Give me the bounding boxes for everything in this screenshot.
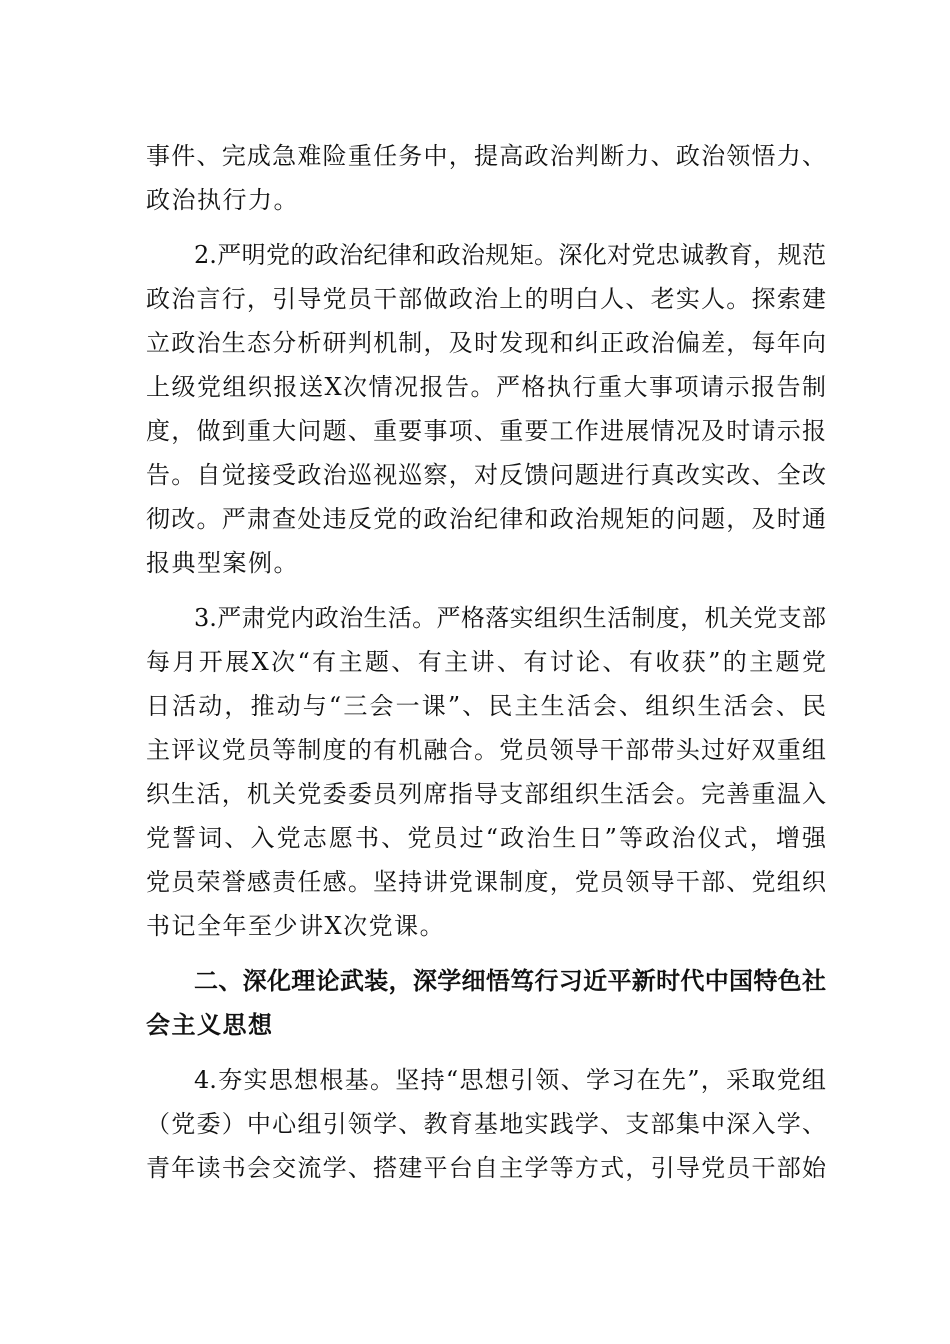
text-line: 每月开展X次“有主题、有主讲、有讨论、有收获”的主题党: [146, 648, 826, 676]
text-line: 彻改。严肃查处违反党的政治纪律和政治规矩的问题，及时通: [146, 505, 826, 533]
section-heading-continued: 会主义思想: [146, 1011, 274, 1039]
text-line: 主评议党员等制度的有机融合。党员领导干部带头过好双重组: [146, 736, 826, 764]
paragraph-4-start: 4.夯实思想根基。坚持“思想引领、学习在先”，采取党组: [194, 1066, 826, 1094]
text-line: （党委）中心组引领学、教育基地实践学、支部集中深入学、: [146, 1110, 826, 1138]
text-line: 上级党组织报送X次情况报告。严格执行重大事项请示报告制: [146, 373, 826, 401]
text-line: 政治执行力。: [146, 186, 299, 214]
text-line: 织生活，机关党委委员列席指导支部组织生活会。完善重温入: [146, 780, 826, 808]
section-heading: 二、深化理论武装，深学细悟笃行习近平新时代中国特色社: [194, 967, 826, 995]
text-line: 党誓词、入党志愿书、党员过“政治生日”等政治仪式，增强: [146, 824, 826, 852]
text-line: 日活动，推动与“三会一课”、民主生活会、组织生活会、民: [146, 692, 826, 720]
text-line: 党员荣誉感责任感。坚持讲党课制度，党员领导干部、党组织: [146, 868, 826, 896]
text-line: 政治言行，引导党员干部做政治上的明白人、老实人。探索建: [146, 285, 826, 313]
paragraph-3-start: 3.严肃党内政治生活。严格落实组织生活制度，机关党支部: [194, 604, 826, 632]
text-line: 立政治生态分析研判机制，及时发现和纠正政治偏差，每年向: [146, 329, 826, 357]
text-line: 青年读书会交流学、搭建平台自主学等方式，引导党员干部始: [146, 1154, 826, 1182]
text-line: 书记全年至少讲X次党课。: [146, 912, 446, 940]
text-line: 报典型案例。: [146, 549, 299, 577]
paragraph-2-start: 2.严明党的政治纪律和政治规矩。深化对党忠诚教育，规范: [194, 241, 826, 269]
text-line: 事件、完成急难险重任务中，提高政治判断力、政治领悟力、: [146, 142, 826, 170]
text-line: 告。自觉接受政治巡视巡察，对反馈问题进行真改实改、全改: [146, 461, 826, 489]
text-line: 度，做到重大问题、重要事项、重要工作进展情况及时请示报: [146, 417, 826, 445]
